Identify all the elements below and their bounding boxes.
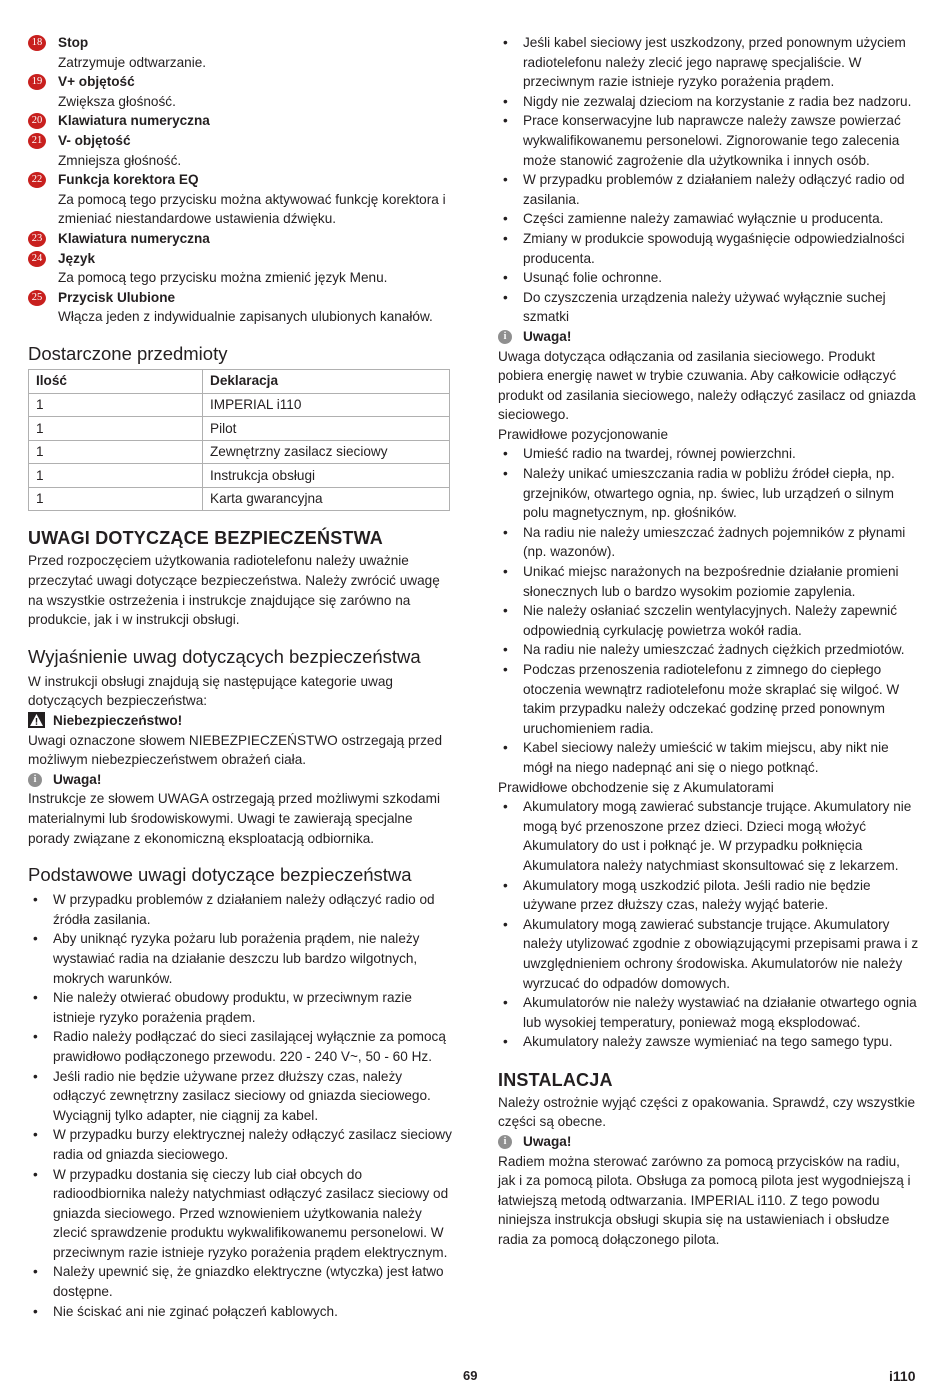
positioning-title: Prawidłowe pozycjonowanie [498, 426, 669, 442]
safety-heading: UWAGI DOTYCZĄCE BEZPIECZEŃSTWA [28, 528, 384, 549]
install-heading: INSTALACJA [498, 1069, 613, 1090]
number-badge: 21 [28, 133, 46, 149]
number-badge: 23 [28, 231, 46, 247]
list-item: • Akumulatory należy zawsze wymieniać na tego samego typu. [498, 1032, 920, 1052]
button-item-title: 19 V+ objętość [28, 72, 453, 92]
model-name: i110 [889, 1368, 916, 1384]
button-item-title: 18 Stop [28, 33, 453, 53]
supplied-heading: Dostarczone przedmioty [28, 342, 228, 364]
qty-cell: 1 [29, 487, 203, 511]
button-item-title: 23 Klawiatura numeryczna [28, 229, 453, 249]
qty-cell: 1 [29, 393, 203, 417]
list-item: • W przypadku dostania się cieczy lub ciał obcych do radioodbiornika należy natychmiast odłączyć zasilacz sieciowy od gniazda sieciowego. Przed wznowieniem użytkowania należy zlecić sprawdzenie produktu wykwalifikowanemu personelowi. W przeciwnym razie istnieje ryzyko porażenia prądem elektrycznym. [28, 1165, 453, 1263]
supplied-table [28, 369, 450, 512]
page-number: 69 [463, 1368, 478, 1383]
decl-cell: Karta gwarancyjna [203, 487, 450, 511]
list-item: • Unikać miejsc narażonych na bezpośrednie działanie promieni słonecznych lub o bardzo wysokim poziomie zapylenia. [498, 562, 920, 601]
button-item-title: 24 Język [28, 249, 453, 269]
number-badge: 19 [28, 74, 46, 90]
list-item: • Akumulatory mogą uszkodzić pilota. Jeśli radio nie będzie używane przez dłuższy czas, należy wyjąć baterie. [498, 876, 920, 915]
button-item-description: Zwiększa głośność. [58, 93, 176, 109]
table-header-row [29, 369, 450, 393]
battery-title: Prawidłowe obchodzenie się z Akumulatorami [498, 779, 774, 795]
list-item: • Prace konserwacyjne lub naprawcze należy zawsze powierzać wykwalifikowanemu personelowi. Zignorowanie tego zalecenia może stanowić zagrożenie dla użytkownika i innych osób. [498, 111, 920, 170]
list-item: • Należy unikać umieszczania radia w pobliżu źródeł ciepła, np. grzejników, otwartego ognia, np. świec, lub urządzeń o silnym polu magnetycznym, np. głośników. [498, 464, 920, 523]
table-row [29, 487, 450, 511]
basic-bullet-list [28, 890, 453, 1321]
bullet-list-general [498, 33, 920, 327]
button-item-title: 22 Funkcja korektora EQ [28, 170, 453, 190]
remote-note-text: Radiem można sterować zarówno za pomocą przycisków na radiu, jak i za pomocą pilota. Obsługa za pomocą pilota jest wygodniejszą i łatwiejszą metodą odtwarzania. IMPERIAL i110. Z tego powodu niniejsza instrukcja obsługi skupia się na ustawieniach i obsłudze radia za pomocą dołączonego pilota. [498, 1153, 911, 1248]
decl-cell: IMPERIAL i110 [203, 393, 450, 417]
list-item: • Nie należy otwierać obudowy produktu, w przeciwnym razie istnieje ryzyko porażenia prądem. [28, 988, 453, 1027]
number-badge: 22 [28, 172, 46, 188]
number-badge: 24 [28, 251, 46, 267]
danger-note-text: Uwagi oznaczone słowem NIEBEZPIECZEŃSTWO ostrzegają przed możliwym niebezpieczeństwem obrażeń ciała. [28, 732, 442, 768]
caution-note-label: i Uwaga! [28, 770, 453, 790]
table-row [29, 393, 450, 417]
col-qty-header: Ilość [29, 369, 203, 393]
number-badge: 18 [28, 35, 46, 51]
button-item-description: Zmniejsza głośność. [58, 152, 182, 168]
right-column [498, 33, 920, 1250]
button-item-description: Włącza jeden z indywidualnie zapisanych ulubionych kanałów. [58, 309, 433, 325]
info-icon: i [28, 773, 42, 787]
list-item: • Na radiu nie należy umieszczać żadnych pojemników z płynami (np. wazonów). [498, 523, 920, 562]
button-item-description: Zatrzymuje odtwarzanie. [58, 54, 207, 70]
button-item-title: 25 Przycisk Ulubione [28, 288, 453, 308]
list-item: • Umieść radio na twardej, równej powierzchni. [498, 444, 920, 464]
qty-cell: 1 [29, 417, 203, 441]
info-icon: i [498, 1135, 512, 1149]
basic-heading: Podstawowe uwagi dotyczące bezpieczeństwa [28, 864, 412, 886]
decl-cell: Zewnętrzny zasilacz sieciowy [203, 440, 450, 464]
table-row [29, 440, 450, 464]
table-row [29, 464, 450, 488]
warning-triangle-icon [28, 712, 45, 728]
list-item: • W przypadku problemów z działaniem należy odłączyć radio od źródła zasilania. [28, 890, 453, 929]
remote-note-label: i Uwaga! [498, 1132, 920, 1152]
list-item: • W przypadku burzy elektrycznej należy odłączyć zasilacz sieciowy radia od gniazda sieciowego. [28, 1125, 453, 1164]
bullet-list-batteries [498, 797, 920, 1052]
button-item-title: 20 Klawiatura numeryczna [28, 111, 453, 131]
list-item: • Jeśli radio nie będzie używane przez dłuższy czas, należy odłączyć zewnętrzny zasilacz sieciowy od gniazda sieciowego. Wyciągnij tylko adapter, nie ciągnij za kabel. [28, 1067, 453, 1126]
danger-note-label: Niebezpieczeństwo! [28, 711, 453, 731]
list-item: • Na radiu nie należy umieszczać żadnych ciężkich przedmiotów. [498, 640, 920, 660]
qty-cell: 1 [29, 440, 203, 464]
list-item: • Nie należy osłaniać szczelin wentylacyjnych. Należy zapewnić odpowiednią cyrkulację powietrza wokół radia. [498, 601, 920, 640]
safety-intro: Przed rozpoczęciem użytkowania radiotelefonu należy uważnie przeczytać uwagi dotyczące bezpieczeństwa. Należy zwrócić uwagę na wszystkie ostrzeżenia i instrukcje znajdujące się zarówno na produkcie, jak i w instrukcji obsługi. [28, 553, 440, 628]
list-item: • Akumulatory mogą zawierać substancje trujące. Akumulatory należy utylizować zgodnie z obowiązującymi przepisami prawa i z uwzględnieniem ochrony środowiska. Akumulatorów nie należy wyrzucać do odpadów domowych. [498, 915, 920, 993]
list-item: • Nigdy nie zezwalaj dzieciom na korzystanie z radia bez nadzoru. [498, 92, 920, 112]
list-item: • Podczas przenoszenia radiotelefonu z zimnego do ciepłego otoczenia wewnątrz radiotelefonu może skraplać się wilgoć. W takim przypadku należy odczekać godzinę przed ponownym uruchomieniem radia. [498, 660, 920, 738]
list-item: • Jeśli kabel sieciowy jest uszkodzony, przed ponownym użyciem radiotelefonu należy zlecić jego naprawę specjaliście. W przeciwnym razie istnieje ryzyko porażenia prądem. [498, 33, 920, 92]
button-item-description: Za pomocą tego przycisku można zmienić język Menu. [58, 270, 388, 286]
list-item: • W przypadku problemów z działaniem należy odłączyć radio od zasilania. [498, 170, 920, 209]
list-item: • Części zamienne należy zamawiać wyłącznie u producenta. [498, 209, 920, 229]
list-item: • Radio należy podłączać do sieci zasilającej wyłącznie za pomocą prawidłowo podłączonego przewodu. 220 - 240 V~, 50 - 60 Hz. [28, 1027, 453, 1066]
list-item: • Należy upewnić się, że gniazdko elektryczne (wtyczka) jest łatwo dostępne. [28, 1262, 453, 1301]
number-badge: 25 [28, 290, 46, 306]
bullet-list-positioning [498, 444, 920, 777]
list-item: • Zmiany w produkcie spowodują wygaśnięcie odpowiedzialności producenta. [498, 229, 920, 268]
col-decl-header: Deklaracja [203, 369, 450, 393]
list-item: • Do czyszczenia urządzenia należy używać wyłącznie suchej szmatki [498, 288, 920, 327]
caution-note-text: Instrukcje ze słowem UWAGA ostrzegają przed możliwymi szkodami materialnymi lub środowiskowymi. Uwagi te zawierają specjalne porady związane z ekonomiczną eksploatacją odbiornika. [28, 791, 440, 846]
button-item-description: Za pomocą tego przycisku można aktywować funkcję korektora i zmieniać niestandardowe ustawienia dźwięku. [58, 191, 446, 227]
left-column [28, 33, 453, 1321]
decl-cell: Pilot [203, 417, 450, 441]
mains-note-label: i Uwaga! [498, 327, 920, 347]
list-item: • Kabel sieciowy należy umieścić w takim miejscu, aby nikt nie mógł na niego nadepnąć ani się o niego potknąć. [498, 738, 920, 777]
button-list [28, 33, 453, 327]
list-item: • Akumulatory mogą zawierać substancje trujące. Akumulatory nie mogą być przenoszone przez dzieci. Dzieci mogą włożyć Akumulatory do ust i połknąć je. W przypadku połknięcia Akumulatora należy natychmiast skonsultować się z lekarzem. [498, 797, 920, 875]
list-item: • Akumulatorów nie należy wystawiać na działanie otwartego ognia lub wysokiej temperatury, ponieważ mogą eksplodować. [498, 993, 920, 1032]
table-row [29, 417, 450, 441]
mains-note-text: Uwaga dotycząca odłączania od zasilania sieciowego. Produkt pobiera energię nawet w trybie czuwania. Aby całkowicie odłączyć produkt od zasilania sieciowego, należy odłączyć zasilacz od gniazda sieciowego. [498, 348, 916, 423]
list-item: • Aby uniknąć ryzyka pożaru lub porażenia prądem, nie należy wystawiać radia na działanie deszczu lub bardzo wilgotnych, mokrych warunków. [28, 929, 453, 988]
explain-heading: Wyjaśnienie uwag dotyczących bezpieczeństwa [28, 645, 421, 667]
info-icon: i [498, 330, 512, 344]
decl-cell: Instrukcja obsługi [203, 464, 450, 488]
qty-cell: 1 [29, 464, 203, 488]
number-badge: 20 [28, 113, 46, 129]
explain-intro: W instrukcji obsługi znajdują się następujące kategorie uwag dotyczących bezpieczeństwa: [28, 673, 393, 709]
list-item: • Usunąć folie ochronne. [498, 268, 920, 288]
list-item: • Nie ściskać ani nie zginać połączeń kablowych. [28, 1302, 453, 1322]
button-item-title: 21 V- objętość [28, 131, 453, 151]
install-text: Należy ostrożnie wyjąć części z opakowania. Sprawdź, czy wszystkie części są obecne. [498, 1094, 916, 1130]
